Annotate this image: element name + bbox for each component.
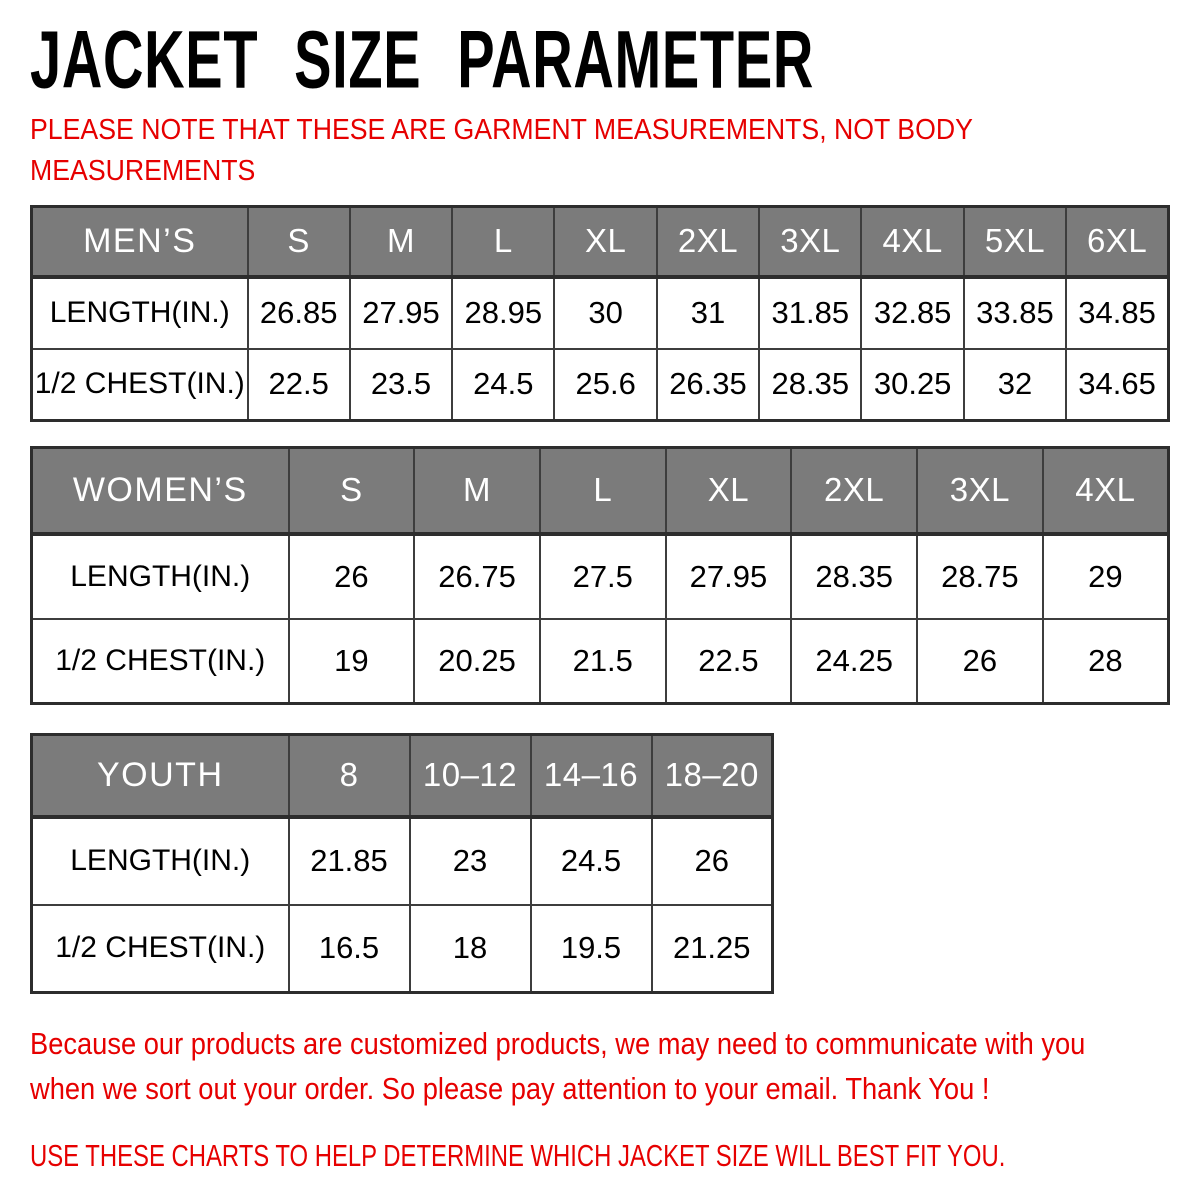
size-value: 28.75 bbox=[917, 534, 1043, 619]
size-value: 31 bbox=[657, 277, 759, 349]
size-value: 29 bbox=[1043, 534, 1169, 619]
footer-paragraph-line-1: Because our products are customized products, we may need to communicate with you bbox=[30, 1026, 1086, 1062]
size-value: 21.85 bbox=[289, 817, 410, 905]
size-value: 28.35 bbox=[791, 534, 917, 619]
measurement-row-1-2-chest-in bbox=[32, 905, 773, 993]
size-value: 19 bbox=[289, 619, 415, 704]
size-value: 19.5 bbox=[531, 905, 652, 993]
size-value: 24.5 bbox=[452, 349, 554, 421]
size-column-6xl: 6XL bbox=[1066, 207, 1168, 277]
size-column-18-20: 18–20 bbox=[652, 735, 773, 817]
note-line-1: PLEASE NOTE THAT THESE ARE GARMENT MEASUREMENTS, NOT BODY bbox=[30, 114, 973, 146]
row-label-1-2-chest-in: 1/2 CHEST(IN.) bbox=[32, 349, 248, 421]
size-value: 18 bbox=[410, 905, 531, 993]
size-value: 32 bbox=[964, 349, 1066, 421]
womens-header-row bbox=[32, 448, 1169, 534]
size-column-2xl: 2XL bbox=[657, 207, 759, 277]
measurement-row-1-2-chest-in bbox=[32, 619, 1169, 704]
size-column-10-12: 10–12 bbox=[410, 735, 531, 817]
row-label-1-2-chest-in: 1/2 CHEST(IN.) bbox=[32, 619, 289, 704]
size-value: 28 bbox=[1043, 619, 1169, 704]
garment-measurement-note bbox=[30, 110, 1172, 191]
size-column-s: S bbox=[248, 207, 350, 277]
size-column-4xl: 4XL bbox=[1043, 448, 1169, 534]
size-column-s: S bbox=[289, 448, 415, 534]
size-value: 32.85 bbox=[861, 277, 963, 349]
footer-paragraph-line-2: when we sort out your order. So please pay attention to your email. Thank You ! bbox=[30, 1071, 990, 1107]
size-value: 21.5 bbox=[540, 619, 666, 704]
size-column-xl: XL bbox=[666, 448, 792, 534]
size-value: 26 bbox=[917, 619, 1043, 704]
size-value: 23.5 bbox=[350, 349, 452, 421]
table-title-men-s: MEN’S bbox=[32, 207, 248, 277]
size-value: 27.95 bbox=[350, 277, 452, 349]
size-value: 23 bbox=[410, 817, 531, 905]
size-value: 26.75 bbox=[414, 534, 540, 619]
size-column-xl: XL bbox=[554, 207, 656, 277]
size-value: 31.85 bbox=[759, 277, 861, 349]
size-column-4xl: 4XL bbox=[861, 207, 963, 277]
measurement-row-1-2-chest-in bbox=[32, 349, 1169, 421]
size-column-2xl: 2XL bbox=[791, 448, 917, 534]
size-value: 26 bbox=[652, 817, 773, 905]
size-value: 22.5 bbox=[666, 619, 792, 704]
table-title-women-s: WOMEN’S bbox=[32, 448, 289, 534]
size-value: 16.5 bbox=[289, 905, 410, 993]
size-value: 24.5 bbox=[531, 817, 652, 905]
size-value: 33.85 bbox=[964, 277, 1066, 349]
note-line-2: MEASUREMENTS bbox=[30, 154, 256, 187]
row-label-length-in: LENGTH(IN.) bbox=[32, 534, 289, 619]
size-column-3xl: 3XL bbox=[917, 448, 1043, 534]
youth-size-table bbox=[30, 733, 774, 994]
size-column-14-16: 14–16 bbox=[531, 735, 652, 817]
size-value: 21.25 bbox=[652, 905, 773, 993]
women-s-size-table bbox=[30, 446, 1170, 705]
size-column-8: 8 bbox=[289, 735, 410, 817]
footer-closing-line: USE THESE CHARTS TO HELP DETERMINE WHICH JACKET SIZE WILL BEST FIT YOU. bbox=[30, 1138, 1006, 1174]
measurement-row-length-in bbox=[32, 277, 1169, 349]
size-value: 26.35 bbox=[657, 349, 759, 421]
size-value: 27.5 bbox=[540, 534, 666, 619]
row-label-1-2-chest-in: 1/2 CHEST(IN.) bbox=[32, 905, 289, 993]
row-label-length-in: LENGTH(IN.) bbox=[32, 277, 248, 349]
measurement-row-length-in bbox=[32, 817, 773, 905]
footer-notes bbox=[30, 1022, 1172, 1176]
page-title: JACKET SIZE PARAMETER bbox=[30, 13, 815, 105]
table-title-youth: YOUTH bbox=[32, 735, 289, 817]
size-value: 34.85 bbox=[1066, 277, 1168, 349]
size-value: 28.95 bbox=[452, 277, 554, 349]
size-column-l: L bbox=[540, 448, 666, 534]
row-label-length-in: LENGTH(IN.) bbox=[32, 817, 289, 905]
size-value: 28.35 bbox=[759, 349, 861, 421]
size-column-m: M bbox=[414, 448, 540, 534]
size-value: 26.85 bbox=[248, 277, 350, 349]
size-value: 34.65 bbox=[1066, 349, 1168, 421]
size-value: 22.5 bbox=[248, 349, 350, 421]
size-column-5xl: 5XL bbox=[964, 207, 1066, 277]
size-value: 30 bbox=[554, 277, 656, 349]
youth-header-row bbox=[32, 735, 773, 817]
size-column-3xl: 3XL bbox=[759, 207, 861, 277]
size-column-l: L bbox=[452, 207, 554, 277]
men-s-size-table bbox=[30, 205, 1170, 422]
mens-header-row bbox=[32, 207, 1169, 277]
size-value: 26 bbox=[289, 534, 415, 619]
size-value: 24.25 bbox=[791, 619, 917, 704]
size-column-m: M bbox=[350, 207, 452, 277]
size-value: 30.25 bbox=[861, 349, 963, 421]
size-value: 25.6 bbox=[554, 349, 656, 421]
size-value: 20.25 bbox=[414, 619, 540, 704]
measurement-row-length-in bbox=[32, 534, 1169, 619]
size-value: 27.95 bbox=[666, 534, 792, 619]
